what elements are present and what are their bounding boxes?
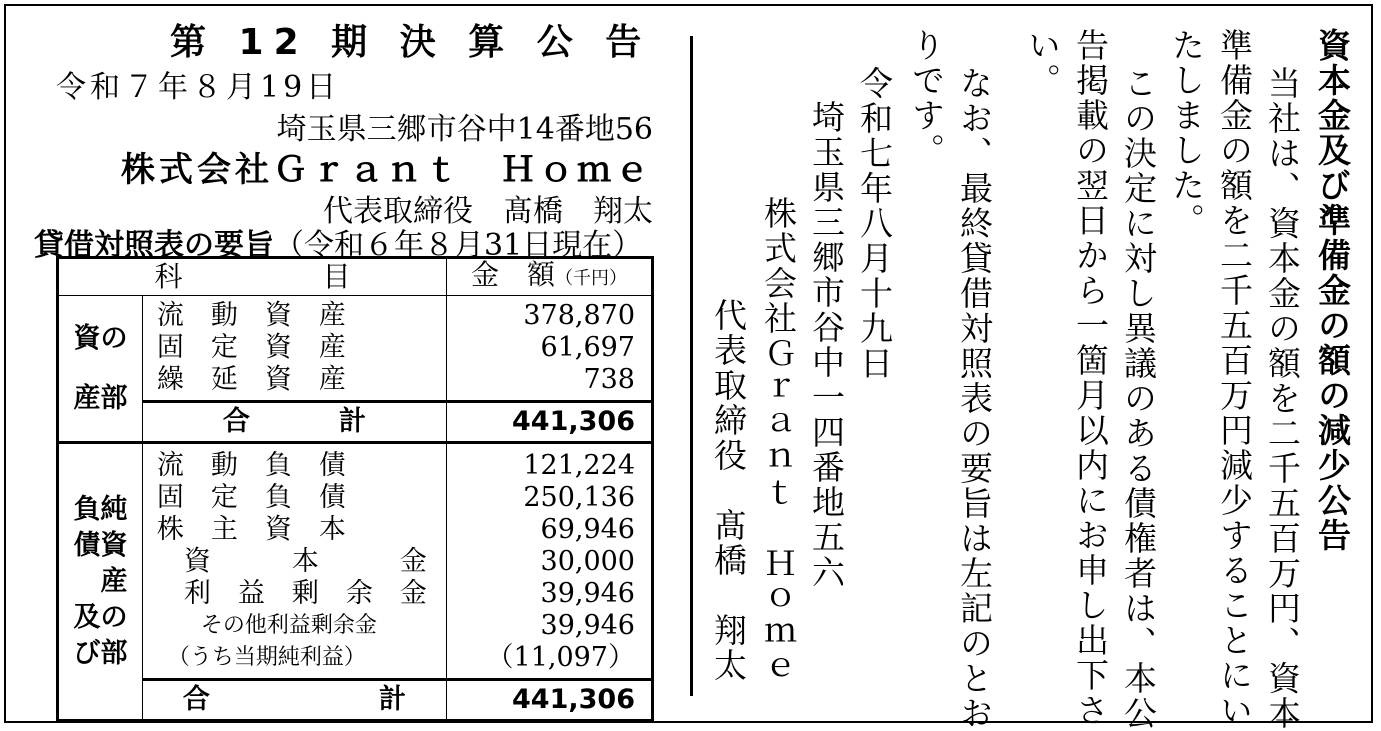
- body-line: なお、最終貸借対照表の要旨は左記のとお: [955, 66, 994, 731]
- notice-date: 令和７年８月19日: [56, 70, 341, 105]
- list-item: 利 益 剰 余 金: [156, 578, 427, 609]
- representative-vertical: 代表取締役 髙橋 翔太: [709, 298, 748, 683]
- bs-date: （令和６年８月31日現在）: [274, 228, 643, 263]
- list-item: 738: [583, 364, 635, 395]
- list-item: （11,097）: [486, 642, 635, 673]
- representative: 代表取締役 髙橋 翔太: [323, 194, 653, 229]
- liabilities-section-label: [58, 443, 143, 721]
- liabilities-names: [142, 443, 446, 680]
- liabilities-values: [447, 443, 653, 680]
- list-item: 固 定 資 産: [156, 332, 346, 363]
- list-item: 繰 延 資 産: [156, 364, 346, 395]
- list-item: 30,000: [540, 546, 635, 577]
- notice-heading: 資本金及び準備金の額の減少公告: [1313, 28, 1352, 553]
- assets-section-line: 産部: [73, 382, 128, 414]
- liab-section-line: 債資: [73, 529, 128, 561]
- list-item: 固 定 負 債: [156, 482, 346, 513]
- page-title: 第 12 期 決 算 公 告: [170, 22, 652, 63]
- company-address-vertical: 埼玉県三郷市谷中一四番地五六: [807, 100, 846, 590]
- total-label-a: 合: [182, 684, 210, 715]
- liabilities-rows: [58, 443, 653, 680]
- liab-section-line: 及の: [73, 601, 128, 633]
- body-line: 当社は、資本金の額を二千五百万円、資本: [1263, 66, 1302, 731]
- liab-section-line: び部: [73, 637, 128, 669]
- liabilities-total-row: [58, 680, 653, 721]
- table-header: [58, 258, 653, 296]
- liab-total-label: [142, 680, 446, 721]
- list-item: 61,697: [540, 332, 635, 363]
- body-line: 告掲載の翌日から一箇月以内にお申し出下さ: [1071, 28, 1110, 728]
- assets-names: [142, 296, 446, 402]
- list-item: 121,224: [523, 450, 635, 481]
- list-item: （うち当期純利益）: [156, 645, 366, 670]
- header-item: 科 目: [58, 258, 447, 296]
- body-line: りです。: [907, 28, 946, 168]
- assets-total-label: [142, 402, 446, 443]
- liab-section-line: 産: [73, 565, 128, 597]
- body-line: この決定に対し異議のある債権者は、本公: [1119, 66, 1158, 731]
- liab-total-value: 441,306: [447, 680, 653, 721]
- list-item: 39,946: [540, 610, 635, 641]
- list-item: 資 本 金: [156, 546, 427, 577]
- header-unit: （千円）: [555, 268, 628, 289]
- total-label-b: 計: [339, 406, 367, 437]
- list-item: 378,870: [523, 300, 635, 331]
- list-item: 株 主 資 本: [156, 514, 346, 545]
- assets-section-label: [58, 296, 143, 443]
- body-line: 準備金の額を二千五百万円減少することにい: [1215, 28, 1254, 728]
- assets-total-row: [58, 402, 653, 443]
- notice-date-vertical: 令和七年八月十九日: [855, 66, 894, 381]
- list-item: その他利益剰余金: [156, 613, 377, 638]
- column-divider: [690, 36, 693, 696]
- assets-rows: [58, 296, 653, 402]
- list-item: 39,946: [540, 578, 635, 609]
- assets-values: [447, 296, 653, 402]
- list-item: 250,136: [523, 482, 635, 513]
- assets-section-line: 資の: [73, 322, 128, 354]
- balance-sheet-table: [56, 256, 654, 722]
- list-item: 69,946: [540, 514, 635, 545]
- company-name-vertical: 株式会社Ｇｒａｎｔ Ｈｏｍｅ: [759, 196, 798, 686]
- total-label-a: 合: [222, 406, 250, 437]
- body-line: い。: [1023, 28, 1062, 98]
- bs-title-text: 貸借対照表の要旨: [34, 228, 274, 263]
- list-item: 流 動 資 産: [156, 300, 346, 331]
- total-label-b: 計: [379, 684, 407, 715]
- body-line: たしました。: [1167, 28, 1206, 238]
- header-amount: [447, 258, 653, 296]
- list-item: 流 動 負 債: [156, 450, 346, 481]
- company-address: 埼玉県三郷市谷中14番地56: [276, 112, 653, 147]
- liab-section-line: 負純: [73, 493, 128, 525]
- assets-total-value: 441,306: [447, 402, 653, 443]
- company-name: 株式会社Ｇｒａｎｔ Ｈｏｍｅ: [121, 150, 653, 190]
- header-amount-label: 金 額: [471, 258, 556, 291]
